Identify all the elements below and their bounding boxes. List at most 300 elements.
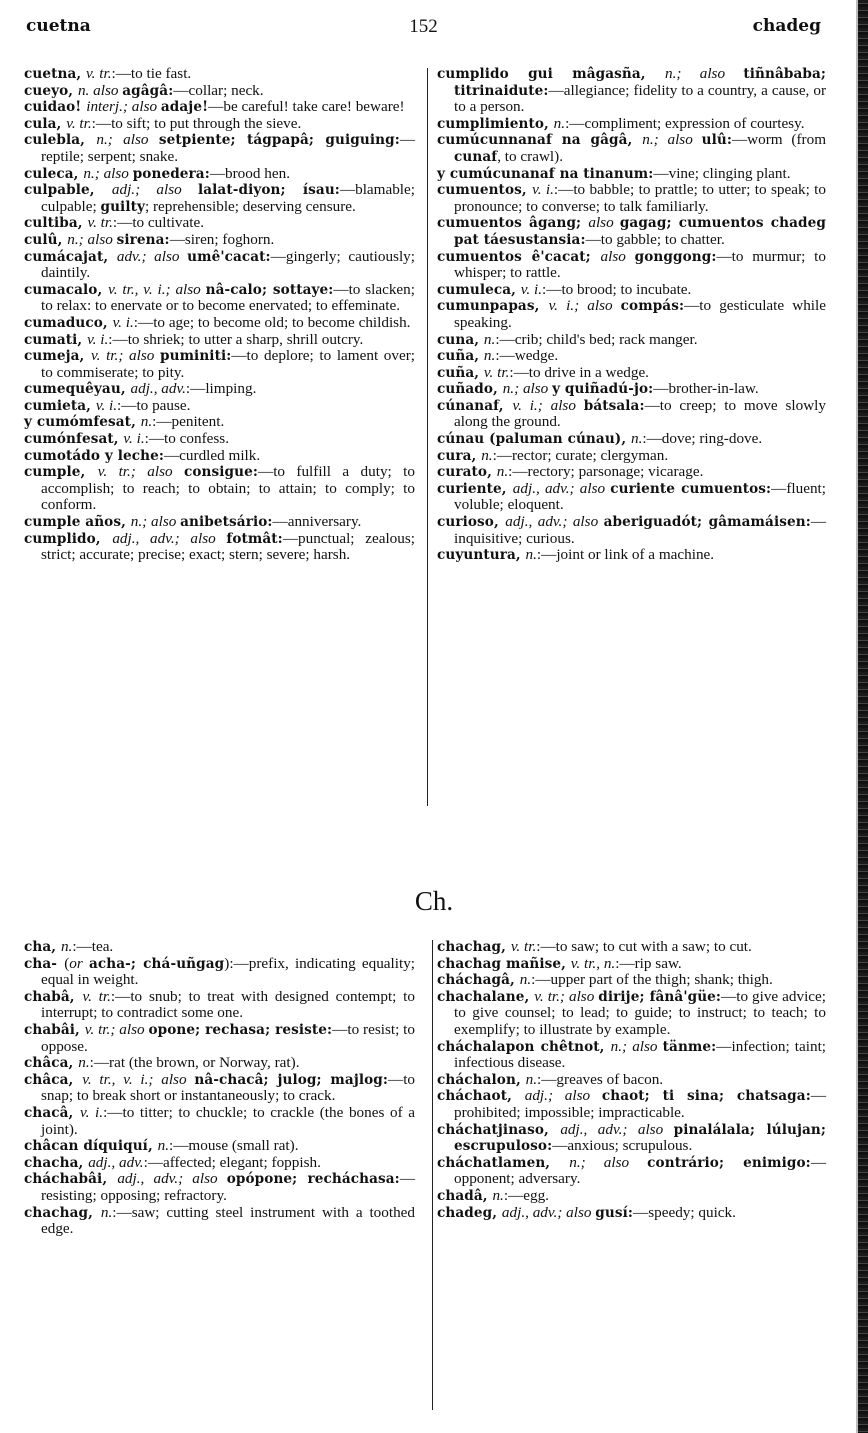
- entry-grammar: v. tr.; also: [534, 987, 599, 1005]
- entry-definition: —siren; foghorn.: [169, 230, 275, 248]
- dictionary-entry: [24, 514, 415, 531]
- entry-definition: :—dove; ring-dove.: [642, 430, 763, 448]
- entry-grammar: adj., adv.; also: [512, 479, 611, 497]
- entry-headword: culû,: [24, 231, 68, 248]
- entry-headword: cumacalo,: [24, 281, 109, 298]
- entry-definition: —opponent; adversary.: [454, 1153, 826, 1188]
- dictionary-entry: [437, 1188, 826, 1205]
- entry-headword: gagag; cumuentos chadeg pat táesustansia:: [454, 215, 826, 248]
- dictionary-entry: [24, 182, 415, 215]
- entry-definition: :—to snub; to treat with designed contempt; to interrupt; to contradict some one.: [41, 987, 415, 1022]
- dictionary-entry: [24, 531, 415, 564]
- entry-headword: chabâ,: [24, 988, 83, 1005]
- entry-headword: curiente,: [437, 480, 513, 497]
- dictionary-entry: [437, 166, 826, 183]
- entry-definition: —to deplore; to lament over; to commiserate; to pity.: [41, 347, 416, 381]
- entry-definition: :—joint or link of a machine.: [536, 546, 715, 564]
- entry-headword: chacha,: [24, 1154, 89, 1171]
- entry-grammar: n.: [492, 1186, 504, 1204]
- dictionary-entry: [24, 215, 415, 232]
- entry-headword: consigue:: [184, 464, 258, 481]
- entry-definition: —allegiance; fidelity to a country, a cause, or to a person.: [454, 81, 826, 116]
- dictionary-entry: [437, 547, 826, 564]
- entry-headword: cumequêyau,: [24, 381, 131, 398]
- entry-headword: cumple,: [24, 464, 98, 481]
- entry-grammar: n.; also: [502, 380, 553, 398]
- entry-definition: :—to confess.: [144, 430, 230, 448]
- entry-headword: compás:: [620, 298, 685, 315]
- dictionary-entry: [437, 431, 826, 448]
- entry-definition: :—to shriek; to utter a sharp, shrill outcry.: [108, 330, 364, 348]
- entry-grammar: v. tr.: [66, 114, 92, 132]
- dictionary-entry: [437, 1072, 826, 1089]
- entry-grammar: n.: [481, 446, 493, 464]
- entry-grammar: adj.; also: [524, 1087, 602, 1105]
- entry-grammar: n.; also: [130, 513, 181, 531]
- dictionary-entry: [437, 249, 826, 282]
- entry-grammar: adj.; also: [111, 181, 198, 199]
- entry-headword: cumuentos ê'cacat;: [437, 248, 601, 265]
- dictionary-entry: [24, 348, 415, 381]
- entry-headword: cumplido,: [24, 530, 113, 547]
- top-left-column: [24, 66, 415, 564]
- entry-headword: chachag mañise,: [437, 955, 571, 972]
- dictionary-entry: [437, 1122, 826, 1155]
- entry-headword: chadâ,: [437, 1187, 493, 1204]
- entry-grammar: v. i.: [80, 1103, 104, 1121]
- entry-headword: opone; rechasa; resiste:: [148, 1021, 333, 1038]
- entry-definition: :—to saw; to cut with a saw; to cut.: [536, 938, 752, 955]
- entry-headword: cuñado,: [437, 381, 503, 398]
- entry-headword: gonggong:: [634, 248, 717, 265]
- dictionary-entry: [24, 956, 415, 989]
- entry-grammar: n. also: [77, 81, 123, 99]
- dictionary-entry: [24, 939, 415, 956]
- entry-grammar: v. tr.; also: [84, 1020, 149, 1038]
- entry-headword: curioso,: [437, 514, 506, 531]
- entry-headword: puminiti:: [159, 348, 232, 365]
- dictionary-entry: [24, 315, 415, 332]
- entry-definition: —punctual; zealous; strict; accurate; precise; exact; stern; severe; harsh.: [41, 529, 415, 564]
- entry-headword: cháchalon,: [437, 1071, 526, 1088]
- entry-definition: :—saw; cutting steel instrument with a toothed edge.: [41, 1203, 415, 1238]
- entry-definition: —to murmur; to whisper; to rattle.: [454, 247, 826, 282]
- entry-definition: :—crib; child's bed; rack manger.: [495, 330, 698, 348]
- entry-grammar: n.: [553, 114, 566, 132]
- dictionary-entry: [24, 1055, 415, 1072]
- entry-definition: :—tea.: [72, 938, 114, 955]
- entry-definition: —brood hen.: [209, 164, 290, 182]
- dictionary-entry: [437, 66, 826, 116]
- entry-grammar: n.: [483, 347, 496, 365]
- entry-definition: —worm (from: [731, 131, 827, 149]
- entry-definition: —infection; taint; infectious disease.: [454, 1037, 827, 1072]
- dictionary-entry: [437, 132, 826, 165]
- dictionary-entry: [437, 972, 826, 989]
- entry-headword: cumati,: [24, 331, 88, 348]
- dictionary-entry: [437, 282, 826, 299]
- entry-grammar: or: [69, 954, 89, 972]
- dictionary-entry: [437, 1039, 826, 1072]
- entry-headword: cumple años,: [24, 514, 131, 531]
- dictionary-entry: [24, 332, 415, 349]
- entry-grammar: n.; also: [96, 131, 159, 149]
- entry-headword: nâ-chacâ; julog; majlog:: [194, 1071, 388, 1088]
- entry-headword: châca,: [24, 1055, 79, 1072]
- entry-headword: anibetsário:: [180, 514, 273, 531]
- dictionary-entry: [24, 1205, 415, 1238]
- entry-definition: :—affected; elegant; foppish.: [143, 1153, 321, 1171]
- entry-definition: —prohibited; impossible; impracticable.: [454, 1087, 827, 1121]
- bottom-left-column: [24, 939, 415, 1238]
- entry-headword: cumplimiento,: [437, 115, 554, 132]
- entry-definition: —anxious; scrupulous.: [552, 1137, 693, 1155]
- entry-headword: châcan díquiquí,: [24, 1138, 158, 1155]
- entry-headword: cueyo,: [24, 82, 78, 99]
- column-divider-top: [427, 68, 428, 806]
- entry-grammar: v. tr.: [510, 938, 537, 955]
- entry-headword: nâ-calo; sottaye:: [205, 281, 334, 298]
- entry-grammar: v. i.: [532, 181, 554, 199]
- entry-headword: fotmât:: [226, 530, 283, 547]
- entry-grammar: n.: [140, 413, 153, 431]
- entry-definition: —to resist; to oppose.: [41, 1020, 415, 1055]
- entry-definition: :—greaves of bacon.: [537, 1070, 664, 1088]
- entry-definition: :—wedge.: [495, 347, 559, 365]
- right-guideword: chadeg: [752, 16, 821, 36]
- entry-grammar: n.: [157, 1137, 169, 1155]
- entry-grammar: adv.; also: [116, 247, 188, 265]
- entry-definition: —to gabble; to chatter.: [585, 230, 725, 248]
- entry-headword: culpable,: [24, 182, 112, 199]
- entry-headword: gusí:: [595, 1204, 634, 1221]
- entry-definition: —vine; clinging plant.: [653, 164, 791, 182]
- entry-definition: —reptile; serpent; snake.: [41, 131, 415, 165]
- entry-headword: cúnanaf,: [437, 397, 513, 414]
- dictionary-entry: [437, 481, 826, 514]
- entry-definition: —be careful! take care! beware!: [208, 98, 405, 116]
- entry-headword: chachag,: [24, 1204, 101, 1221]
- entry-grammar: v. tr.: [483, 363, 510, 381]
- dictionary-entry: [24, 989, 415, 1022]
- dictionary-entry: [437, 1205, 826, 1222]
- entry-grammar: v. tr.: [87, 214, 113, 232]
- dictionary-entry: [437, 448, 826, 465]
- entry-grammar: n.: [525, 1070, 538, 1088]
- dictionary-entry: [437, 989, 826, 1039]
- entry-headword: cuyuntura,: [437, 547, 526, 564]
- entry-definition: :—compliment; expression of courtesy.: [565, 114, 805, 132]
- page-number: 152: [409, 16, 438, 37]
- entry-grammar: v. i.; also: [548, 297, 621, 315]
- dictionary-entry: [24, 1105, 415, 1138]
- dictionary-entry: [24, 414, 415, 431]
- entry-headword: cumúcunnanaf na gâgâ,: [437, 132, 643, 149]
- dictionary-entry: [24, 1072, 415, 1105]
- dictionary-entry: [437, 298, 826, 331]
- entry-grammar: n.: [483, 330, 496, 348]
- entry-definition: —blamable; culpable;: [41, 181, 415, 215]
- entry-headword: cuetna,: [24, 66, 87, 82]
- entry-definition: , to crawl).: [497, 147, 563, 165]
- entry-headword: curato,: [437, 464, 497, 481]
- dictionary-entry: [24, 1155, 415, 1172]
- entry-headword: cura,: [437, 447, 482, 464]
- entry-headword: chacâ,: [24, 1104, 81, 1121]
- entry-headword: adaje!: [160, 99, 209, 116]
- entry-definition: :—limping.: [185, 380, 257, 398]
- entry-headword: cumuleca,: [437, 281, 521, 298]
- entry-definition: :—to pause.: [117, 396, 191, 414]
- dictionary-entry: [437, 365, 826, 382]
- entry-headword: culeca,: [24, 165, 84, 182]
- book-binding-edge: [858, 0, 868, 1433]
- entry-definition: —brother-in-law.: [653, 380, 759, 398]
- entry-headword: cumplido gui mâgasña,: [437, 66, 665, 82]
- entry-grammar: n.; also: [569, 1153, 648, 1171]
- entry-headword: cháchalapon chêtnot,: [437, 1038, 611, 1055]
- entry-definition: :—upper part of the thigh; shank; thigh.: [531, 971, 773, 989]
- entry-grammar: v. i.; also: [512, 396, 584, 414]
- entry-grammar: v. tr., v. i.; also: [108, 280, 206, 298]
- entry-headword: châca,: [24, 1071, 83, 1088]
- dictionary-entry: [437, 215, 826, 248]
- entry-headword: y cumómfesat,: [24, 414, 141, 431]
- entry-headword: cha,: [24, 939, 61, 955]
- entry-definition: :—to babble; to prattle; to utter; to speak; to pronounce; to converse; to talk familiarly.: [454, 181, 826, 215]
- entry-definition: —inquisitive; curious.: [454, 513, 826, 547]
- dictionary-entry: [24, 249, 415, 282]
- column-divider-bottom: [432, 940, 433, 1410]
- dictionary-entry: [437, 398, 826, 431]
- dictionary-entry: [437, 116, 826, 133]
- entry-definition: :—to age; to become old; to become childish.: [133, 313, 411, 331]
- dictionary-entry: [437, 1088, 826, 1121]
- entry-headword: cula,: [24, 115, 67, 132]
- entry-definition: —to gesticulate while speaking.: [454, 297, 826, 331]
- entry-grammar: v. tr.; also: [91, 347, 160, 365]
- entry-definition: :—rat (the brown, or Norway, rat).: [89, 1054, 300, 1072]
- entry-definition: —speedy; quick.: [633, 1203, 736, 1221]
- entry-grammar: n.: [100, 1203, 113, 1221]
- entry-grammar: n.; also: [610, 1037, 663, 1055]
- entry-headword: cumónfesat,: [24, 431, 124, 448]
- dictionary-entry: [24, 282, 415, 315]
- entry-grammar: n.; also: [664, 65, 744, 82]
- bottom-right-column: [437, 939, 826, 1221]
- dictionary-entry: [24, 448, 415, 465]
- entry-headword: cuidao!: [24, 99, 87, 116]
- entry-definition: —to give advice; to give counsel; to lead; to guide; to instruct; to teach; to exemplify; to illustrate by example.: [454, 987, 827, 1038]
- entry-headword: bátsala:: [583, 397, 645, 414]
- entry-definition: :—to tie fast.: [111, 65, 192, 82]
- entry-headword: y cumúcunanaf na tinanum:: [437, 165, 654, 182]
- entry-headword: pinalálala; lúlujan; escrupuloso:: [454, 1121, 826, 1155]
- entry-definition: ):—prefix, indicating equality; equal in weight.: [41, 954, 416, 989]
- entry-definition: —to fulfill a duty; to accomplish; to reach; to obtain; to attain; to comply; to conform.: [41, 463, 415, 514]
- dictionary-entry: [24, 381, 415, 398]
- entry-definition: :—rip saw.: [615, 954, 682, 972]
- dictionary-entry: [437, 381, 826, 398]
- entry-definition: (: [64, 954, 70, 972]
- entry-headword: cumieta,: [24, 397, 96, 414]
- dictionary-entry: [437, 348, 826, 365]
- entry-headword: cháchaot,: [437, 1088, 525, 1105]
- entry-headword: agâgâ:: [122, 82, 174, 99]
- entry-headword: setpiente; tágpapâ; guiguing:: [158, 132, 400, 149]
- entry-grammar: n.; also: [642, 131, 702, 149]
- entry-headword: cumotádo y leche:: [24, 447, 164, 464]
- entry-definition: —resisting; opposing; refractory.: [41, 1170, 415, 1204]
- entry-definition: :—rectory; parsonage; vicarage.: [508, 463, 704, 481]
- entry-headword: chachag,: [437, 939, 511, 955]
- entry-headword: ulû:: [701, 132, 732, 149]
- entry-headword: sirena:: [116, 231, 170, 248]
- dictionary-entry: [24, 116, 415, 133]
- entry-grammar: v. tr., v. i.; also: [82, 1070, 195, 1088]
- entry-headword: aberiguadót; gâmamáisen:: [603, 514, 811, 531]
- entry-definition: —to creep; to move slowly along the ground.: [454, 396, 826, 431]
- entry-headword: cúnau (paluman cúnau),: [437, 431, 631, 448]
- entry-headword: cumácajat,: [24, 248, 117, 265]
- dictionary-entry: [437, 182, 826, 215]
- entry-grammar: n.: [60, 938, 73, 955]
- entry-headword: chachalane,: [437, 988, 535, 1005]
- entry-definition: :—penitent.: [152, 413, 225, 431]
- entry-grammar: v. i.: [520, 280, 543, 298]
- entry-grammar: n.; also: [67, 230, 117, 248]
- entry-headword: cumeja,: [24, 348, 92, 365]
- entry-definition: —collar; neck.: [173, 81, 264, 99]
- entry-headword: cumuentos,: [437, 182, 533, 199]
- entry-headword: culebla,: [24, 132, 97, 149]
- entry-definition: ; reprehensible; deserving censure.: [144, 197, 356, 215]
- entry-headword: cháchatlamen,: [437, 1154, 570, 1171]
- entry-definition: :—to brood; to incubate.: [542, 280, 692, 298]
- entry-grammar: also: [600, 247, 635, 265]
- entry-headword: cunaf: [454, 148, 498, 165]
- entry-grammar: n.: [525, 546, 537, 564]
- dictionary-entry: [437, 464, 826, 481]
- entry-headword: cuña,: [437, 364, 484, 381]
- entry-headword: cultiba,: [24, 215, 88, 232]
- entry-headword: dirije; fânâ'güe:: [598, 988, 722, 1005]
- entry-grammar: n.; also: [83, 164, 133, 182]
- entry-headword: cumunpapas,: [437, 298, 549, 315]
- entry-headword: contrário; enimigo:: [647, 1154, 811, 1171]
- entry-headword: cuna,: [437, 331, 484, 348]
- entry-grammar: adj., adv.: [88, 1153, 144, 1171]
- entry-definition: —to slacken; to relax: to enervate or to become enervated; to effeminate.: [41, 280, 415, 315]
- entry-grammar: n.: [78, 1054, 90, 1072]
- entry-grammar: v. tr.; also: [97, 463, 184, 481]
- entry-headword: cumuentos âgang;: [437, 215, 589, 232]
- entry-headword: cha-: [24, 955, 65, 972]
- page-header: [26, 16, 821, 40]
- entry-headword: tänme:: [662, 1038, 717, 1055]
- dictionary-entry: [24, 66, 415, 83]
- entry-definition: :—to cultivate.: [112, 214, 205, 232]
- entry-grammar: adj., adv.; also: [560, 1120, 674, 1138]
- entry-grammar: v. tr.: [82, 987, 111, 1005]
- dictionary-entry: [437, 1155, 826, 1188]
- entry-definition: :—egg.: [503, 1186, 549, 1204]
- entry-headword: opópone; recháchasa:: [226, 1171, 400, 1188]
- entry-grammar: v. i.: [112, 313, 134, 331]
- entry-headword: guilty: [100, 198, 145, 215]
- entry-definition: :—to titter; to chuckle; to crackle (the bones of a joint).: [41, 1103, 415, 1138]
- entry-grammar: adj., adv.; also: [117, 1170, 227, 1188]
- entry-grammar: adj., adv.: [130, 380, 186, 398]
- entry-definition: —gingerly; cautiously; daintily.: [41, 247, 415, 282]
- entry-headword: cháchagâ,: [437, 972, 520, 989]
- entry-headword: chadeg,: [437, 1204, 502, 1221]
- dictionary-entry: [437, 332, 826, 349]
- entry-definition: :—rector; curate; clergyman.: [492, 446, 669, 464]
- entry-grammar: n.: [519, 971, 532, 989]
- entry-definition: —to snap; to break short or instantaneously; to crack.: [41, 1070, 416, 1105]
- entry-definition: —anniversary.: [272, 513, 362, 531]
- top-right-column: [437, 66, 826, 564]
- dictionary-entry: [24, 431, 415, 448]
- entry-definition: :—mouse (small rat).: [169, 1137, 299, 1155]
- entry-headword: cuña,: [437, 348, 484, 365]
- entry-definition: :—to drive in a wedge.: [509, 363, 649, 381]
- dictionary-entry: [24, 464, 415, 514]
- entry-grammar: v. tr.: [86, 65, 112, 82]
- entry-headword: cumaduco,: [24, 314, 113, 331]
- entry-grammar: v. i.: [87, 330, 109, 348]
- dictionary-entry: [24, 232, 415, 249]
- entry-definition: —curdled milk.: [163, 446, 261, 464]
- entry-headword: curiente cumuentos:: [610, 480, 772, 497]
- entry-definition: —fluent; voluble; eloquent.: [454, 479, 826, 514]
- entry-grammar: v. i.: [95, 396, 118, 414]
- entry-headword: chabâi,: [24, 1021, 85, 1038]
- entry-definition: :—to sift; to put through the sieve.: [91, 114, 302, 132]
- section-heading: Ch.: [414, 886, 454, 916]
- entry-headword: lalat-diyon; ísau:: [198, 182, 340, 199]
- dictionary-entry: [24, 1171, 415, 1204]
- entry-headword: tiñnâbaba; titrinaidute:: [454, 66, 827, 99]
- entry-headword: y quiñadú-jo:: [552, 381, 654, 398]
- dictionary-entry: [24, 1022, 415, 1055]
- dictionary-entry: [24, 83, 415, 100]
- dictionary-entry: [24, 398, 415, 415]
- dictionary-entry: [437, 939, 826, 956]
- entry-grammar: n.: [631, 430, 643, 448]
- entry-headword: ponedera:: [132, 165, 210, 182]
- entry-grammar: adj., adv.; also: [505, 513, 604, 531]
- dictionary-entry: [437, 514, 826, 547]
- dictionary-entry: [24, 132, 415, 165]
- entry-headword: umê'cacat:: [187, 248, 271, 265]
- entry-grammar: adj., adv.; also: [112, 529, 227, 547]
- entry-headword: chaot; ti sina; chatsaga:: [601, 1088, 811, 1105]
- entry-grammar: n.: [496, 463, 509, 481]
- entry-grammar: v. i.: [123, 430, 145, 448]
- entry-headword: cháchatjinaso,: [437, 1121, 561, 1138]
- dictionary-entry: [24, 166, 415, 183]
- entry-grammar: v. tr., n.: [570, 954, 616, 972]
- entry-headword: acha-; chá-uñgag: [88, 955, 225, 972]
- entry-grammar: interj.; also: [86, 98, 161, 116]
- entry-grammar: adj., adv.; also: [501, 1203, 596, 1221]
- left-guideword: cuetna: [26, 16, 91, 36]
- dictionary-entry: [437, 956, 826, 973]
- dictionary-entry: [24, 1138, 415, 1155]
- entry-grammar: also: [588, 214, 620, 232]
